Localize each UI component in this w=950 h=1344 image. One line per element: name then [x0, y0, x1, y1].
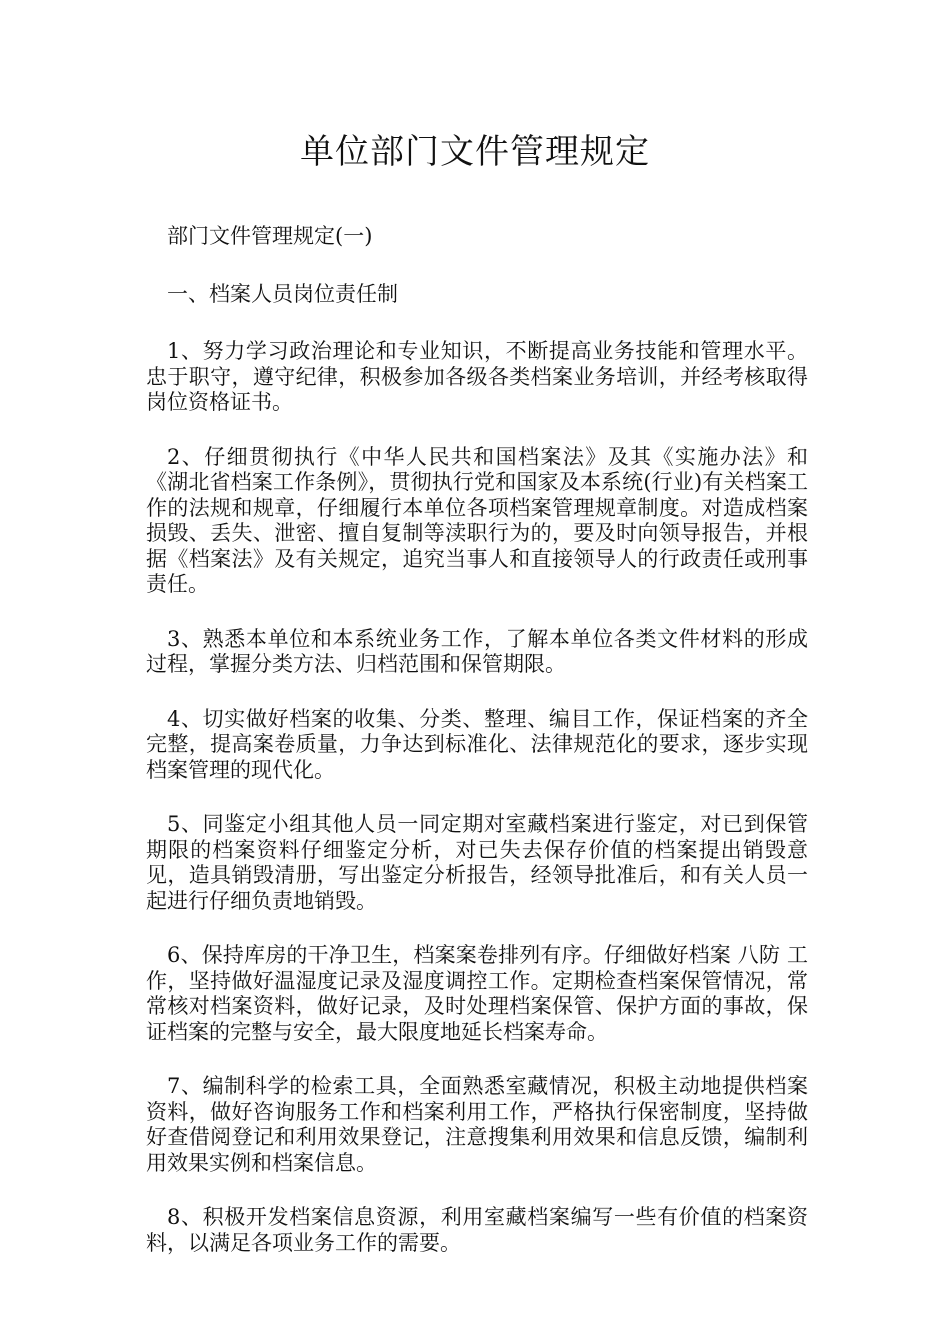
section-heading: 一、档案人员岗位责任制 [167, 281, 398, 306]
paragraph-6: 6、保持库房的干净卫生，档案案卷排列有序。仔细做好档案 八防 工作，坚持做好温湿度记录及湿度调控工作。定期检查档案保管情况，常常核对档案资料，做好记录，及时处理档案保管、保护方面的事故，保证档案的完整与安全，最大限度地延长档案寿命。 [146, 943, 808, 1044]
subtitle: 部门文件管理规定(一) [167, 224, 373, 248]
paragraph-3: 3、熟悉本单位和本系统业务工作，了解本单位各类文件材料的形成过程，掌握分类方法、归档范围和保管期限。 [146, 626, 808, 676]
paragraph-7: 7、编制科学的检索工具，全面熟悉室藏情况，积极主动地提供档案资料，做好咨询服务工作和档案利用工作，严格执行保密制度，坚持做好查借阅登记和利用效果登记，注意搜集利用效果和信息反馈，编制利用效果实例和档案信息。 [146, 1074, 808, 1175]
paragraph-1: 1、努力学习政治理论和专业知识，不断提高业务技能和管理水平。忠于职守，遵守纪律，积极参加各级各类档案业务培训，并经考核取得岗位资格证书。 [146, 339, 808, 414]
paragraph-2: 2、仔细贯彻执行《中华人民共和国档案法》及其《实施办法》和《湖北省档案工作条例》，贯彻执行党和国家及本系统(行业)有关档案工作的法规和规章，仔细履行本单位各项档案管理规章制度。对造成档案损毁、丢失、泄密、擅自复制等渎职行为的，要及时向领导报告，并根据《档案法》及有关规定，追究当事人和直接领导人的行政责任或刑事责任。 [146, 444, 808, 596]
document-title: 单位部门文件管理规定 [300, 132, 650, 172]
paragraph-4: 4、切实做好档案的收集、分类、整理、编目工作，保证档案的齐全完整，提高案卷质量，力争达到标准化、法律规范化的要求，逐步实现档案管理的现代化。 [146, 706, 808, 782]
paragraph-5: 5、同鉴定小组其他人员一同定期对室藏档案进行鉴定，对已到保管期限的档案资料仔细鉴定分析，对已失去保存价值的档案提出销毁意见，造具销毁清册，写出鉴定分析报告，经领导批准后，和有关人员一起进行仔细负责地销毁。 [146, 812, 808, 913]
document-body [146, 224, 808, 1285]
paragraph-8: 8、积极开发档案信息资源，利用室藏档案编写一些有价值的档案资料，以满足各项业务工作的需要。 [146, 1205, 808, 1255]
